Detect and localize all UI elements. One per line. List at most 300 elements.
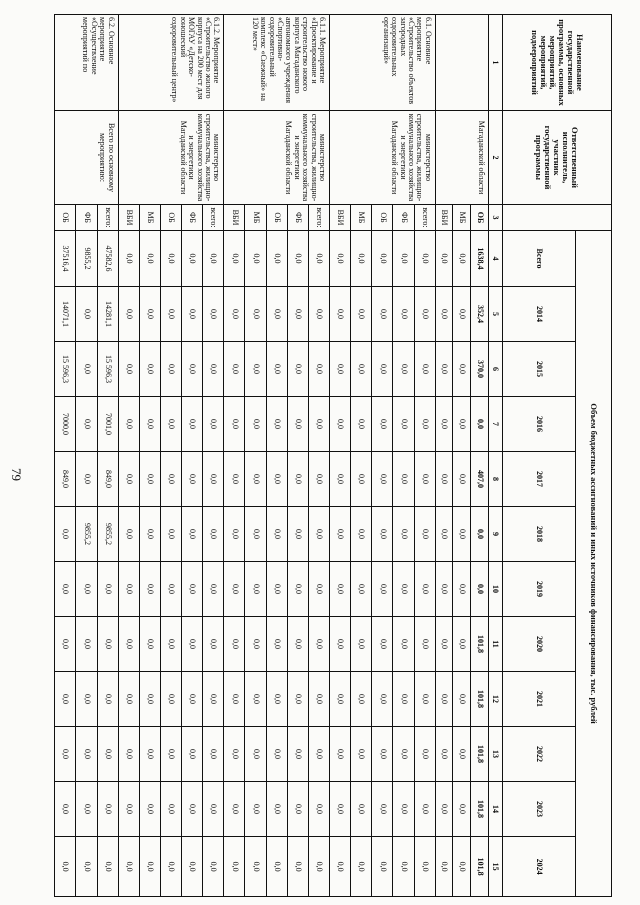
group-name: 6.1. Основное мероприятие «Строительство объектов загородных оздоровительных организаций» [330,15,436,111]
value-cell: 0,0 [118,837,139,897]
value-cell: 101,8 [471,782,489,837]
value-cell: 0,0 [393,782,414,837]
value-cell: 0,0 [372,837,393,897]
value-cell: 0,0 [224,617,245,672]
value-cell: 0,0 [160,727,181,782]
value-cell: 0,0 [203,342,224,397]
value-cell: 0,0 [435,507,453,562]
column-number: 3 [488,205,502,231]
value-cell: 0,0 [203,617,224,672]
data-row [471,15,489,897]
value-cell: 0,0 [160,507,181,562]
value-cell: 47582,6 [97,231,118,287]
value-cell: 0,0 [453,397,471,452]
value-cell: 0,0 [414,231,435,287]
value-cell: 0,0 [435,672,453,727]
value-cell: 0,0 [97,782,118,837]
value-cell: 0,0 [266,617,287,672]
value-cell: 0,0 [224,397,245,452]
value-cell: 101,8 [471,837,489,897]
group-name: 6.1.1. Мероприятие «Проектирование и строительство нового корпуса Магаданского автономного учреждения «Спортивно-оздоровительный комплекс «Снежный» на 120 мест» [224,15,330,111]
value-cell: 0,0 [372,562,393,617]
column-number: 5 [488,287,502,342]
value-cell: 0,0 [330,672,351,727]
value-cell: 0,0 [182,342,203,397]
value-cell: 370,0 [471,342,489,397]
value-cell: 0,0 [435,837,453,897]
value-cell: 0,0 [351,727,372,782]
header-year-2022: 2022 [502,727,576,782]
source-cell: ВБИ [435,205,453,231]
column-number: 6 [488,342,502,397]
value-cell: 0,0 [118,562,139,617]
value-cell: 0,0 [55,837,76,897]
header-row-1 [576,15,612,897]
value-cell: 0,0 [182,617,203,672]
value-cell: 0,0 [76,727,97,782]
value-cell: 0,0 [139,617,160,672]
value-cell: 0,0 [97,562,118,617]
value-cell: 0,0 [118,617,139,672]
column-number: 8 [488,452,502,507]
value-cell: 0,0 [372,452,393,507]
value-cell: 0,0 [435,782,453,837]
value-cell: 0,0 [245,507,266,562]
value-cell: 0,0 [182,727,203,782]
header-year-2020: 2020 [502,617,576,672]
value-cell: 0,0 [203,727,224,782]
page-number: 79 [9,468,24,481]
value-cell: 0,0 [182,452,203,507]
value-cell: 0,0 [76,562,97,617]
value-cell: 0,0 [372,672,393,727]
value-cell: 0,0 [224,672,245,727]
value-cell: 0,0 [372,342,393,397]
value-cell: 0,0 [351,562,372,617]
value-cell: 0,0 [203,231,224,287]
value-cell: 0,0 [393,562,414,617]
column-number: 12 [488,672,502,727]
table-body [55,15,612,897]
value-cell: 0,0 [372,231,393,287]
value-cell: 0,0 [97,617,118,672]
value-cell: 7001,0 [97,397,118,452]
value-cell: 0,0 [453,562,471,617]
value-cell: 0,0 [160,562,181,617]
value-cell: 0,0 [372,287,393,342]
value-cell: 0,0 [330,342,351,397]
value-cell: 0,0 [160,342,181,397]
value-cell: 0,0 [393,231,414,287]
header-year-2024: 2024 [502,837,576,897]
column-number: 1 [488,15,502,111]
group-executor: Магаданской области [435,111,488,205]
value-cell: 0,0 [245,231,266,287]
value-cell: 0,0 [266,782,287,837]
value-cell: 0,0 [453,837,471,897]
value-cell: 101,8 [471,727,489,782]
value-cell: 0,0 [414,672,435,727]
value-cell: 0,0 [55,727,76,782]
value-cell: 0,0 [287,837,308,897]
value-cell: 0,0 [393,397,414,452]
value-cell: 0,0 [160,782,181,837]
group-executor: министерство строительства, жилищно-коммунального хозяйства и энергетики Магаданской области [330,111,436,205]
column-number: 15 [488,837,502,897]
value-cell: 0,0 [351,452,372,507]
column-numbers-row [488,15,502,897]
source-cell: ОБ [471,205,489,231]
value-cell: 15 596,3 [97,342,118,397]
value-cell: 0,0 [453,231,471,287]
group-name: 6.1.2. Мероприятие «Строительство жилого корпуса на 200 мест для МОГАУ «Детско-юношеский оздоровительный центр» [118,15,224,111]
column-number: 2 [488,111,502,205]
source-cell: ОБ [55,205,76,231]
value-cell: 0,0 [287,287,308,342]
value-cell: 0,0 [182,837,203,897]
value-cell: 0,0 [266,287,287,342]
source-cell: ОБ [372,205,393,231]
value-cell: 0,0 [435,727,453,782]
value-cell: 0,0 [308,562,329,617]
column-number: 7 [488,397,502,452]
value-cell: 0,0 [414,617,435,672]
value-cell: 0,0 [182,672,203,727]
value-cell: 0,0 [266,342,287,397]
header-year-2018: 2018 [502,507,576,562]
value-cell: 0,0 [139,452,160,507]
data-row [414,15,435,897]
value-cell: 0,0 [453,507,471,562]
value-cell: 0,0 [308,397,329,452]
value-cell: 14281,1 [97,287,118,342]
value-cell: 0,0 [224,231,245,287]
value-cell: 0,0 [224,782,245,837]
value-cell: 0,0 [414,397,435,452]
value-cell: 15 596,3 [55,342,76,397]
value-cell: 0,0 [245,287,266,342]
value-cell: 0,0 [287,231,308,287]
value-cell: 0,0 [471,397,489,452]
value-cell: 0,0 [435,397,453,452]
value-cell: 0,0 [330,231,351,287]
value-cell: 0,0 [372,397,393,452]
value-cell: 0,0 [330,782,351,837]
value-cell: 0,0 [76,397,97,452]
value-cell: 0,0 [471,507,489,562]
value-cell: 0,0 [224,837,245,897]
value-cell: 0,0 [351,287,372,342]
value-cell: 0,0 [97,837,118,897]
source-cell: всего: [308,205,329,231]
value-cell: 0,0 [118,782,139,837]
value-cell: 0,0 [393,342,414,397]
value-cell: 849,0 [55,452,76,507]
column-number: 14 [488,782,502,837]
value-cell: 0,0 [76,672,97,727]
column-number: 13 [488,727,502,782]
value-cell: 0,0 [76,837,97,897]
value-cell: 0,0 [453,617,471,672]
source-cell: МБ [245,205,266,231]
value-cell: 0,0 [330,837,351,897]
value-cell: 0,0 [76,782,97,837]
source-cell: ВБИ [330,205,351,231]
value-cell: 0,0 [203,397,224,452]
value-cell: 0,0 [118,672,139,727]
header-year-2017: 2017 [502,452,576,507]
value-cell: 0,0 [76,452,97,507]
source-cell: МБ [351,205,372,231]
value-cell: 0,0 [287,452,308,507]
value-cell: 0,0 [160,231,181,287]
value-cell: 0,0 [287,562,308,617]
value-cell: 0,0 [308,672,329,727]
value-cell: 0,0 [287,342,308,397]
value-cell: 0,0 [393,287,414,342]
column-number: 11 [488,617,502,672]
value-cell: 0,0 [330,507,351,562]
value-cell: 407,0 [471,452,489,507]
value-cell: 352,4 [471,287,489,342]
value-cell: 1638,4 [471,231,489,287]
value-cell: 9855,2 [76,507,97,562]
value-cell: 0,0 [224,507,245,562]
value-cell: 0,0 [330,727,351,782]
column-number: 10 [488,562,502,617]
value-cell: 0,0 [308,837,329,897]
funding-table [54,14,612,897]
value-cell: 0,0 [160,837,181,897]
value-cell: 0,0 [224,342,245,397]
source-cell: ОБ [160,205,181,231]
value-cell: 0,0 [351,837,372,897]
value-cell: 0,0 [308,231,329,287]
value-cell: 7000,0 [55,397,76,452]
value-cell: 0,0 [435,287,453,342]
value-cell: 0,0 [435,562,453,617]
value-cell: 0,0 [351,397,372,452]
value-cell: 0,0 [139,287,160,342]
value-cell: 0,0 [245,837,266,897]
value-cell: 0,0 [139,342,160,397]
value-cell: 0,0 [97,672,118,727]
value-cell: 0,0 [372,617,393,672]
value-cell: 0,0 [287,397,308,452]
value-cell: 0,0 [372,507,393,562]
value-cell: 37516,4 [55,231,76,287]
value-cell: 0,0 [118,452,139,507]
data-row [203,15,224,897]
value-cell: 0,0 [266,507,287,562]
value-cell: 0,0 [372,782,393,837]
value-cell: 0,0 [266,397,287,452]
value-cell: 0,0 [118,231,139,287]
value-cell: 0,0 [287,507,308,562]
header-source [502,205,611,231]
value-cell: 0,0 [245,397,266,452]
value-cell: 0,0 [139,727,160,782]
value-cell: 0,0 [139,231,160,287]
value-cell: 0,0 [308,452,329,507]
value-cell: 0,0 [351,672,372,727]
value-cell: 14071,1 [55,287,76,342]
rotated-table-wrapper [54,14,612,896]
value-cell: 0,0 [203,507,224,562]
value-cell: 0,0 [139,507,160,562]
value-cell: 0,0 [118,507,139,562]
value-cell: 0,0 [118,287,139,342]
value-cell: 0,0 [224,287,245,342]
value-cell: 0,0 [139,672,160,727]
value-cell: 0,0 [414,782,435,837]
value-cell: 0,0 [330,452,351,507]
group-executor: министерство строительства, жилищно-коммунального хозяйства и энергетики Магаданской области [118,111,224,205]
source-cell: МБ [453,205,471,231]
value-cell: 0,0 [245,782,266,837]
value-cell: 0,0 [330,287,351,342]
value-cell: 9855,2 [76,231,97,287]
value-cell: 9855,2 [97,507,118,562]
value-cell: 0,0 [308,287,329,342]
value-cell: 0,0 [245,617,266,672]
value-cell: 0,0 [414,342,435,397]
group-name: 6.2. Основное мероприятие «Осуществление мероприятий по [55,15,119,111]
value-cell: 0,0 [308,507,329,562]
value-cell: 0,0 [160,617,181,672]
value-cell: 0,0 [182,231,203,287]
value-cell: 0,0 [55,562,76,617]
value-cell: 0,0 [224,452,245,507]
source-cell: ВБИ [224,205,245,231]
value-cell: 0,0 [245,562,266,617]
value-cell: 0,0 [393,727,414,782]
value-cell: 0,0 [330,397,351,452]
value-cell: 0,0 [308,727,329,782]
value-cell: 0,0 [414,837,435,897]
value-cell: 0,0 [453,782,471,837]
value-cell: 0,0 [287,727,308,782]
value-cell: 0,0 [435,452,453,507]
header-funding: Объем бюджетных ассигнований и иных источников финансирования, тыс. рублей [576,231,612,897]
group-executor: министерство строительства, жилищно-коммунального хозяйства и энергетики Магаданской области [224,111,330,205]
value-cell: 0,0 [308,617,329,672]
value-cell: 0,0 [245,452,266,507]
header-year-2016: 2016 [502,397,576,452]
value-cell: 0,0 [351,507,372,562]
header-year-2021: 2021 [502,672,576,727]
source-cell: ФБ [182,205,203,231]
group-executor: Всего по основному мероприятию: [55,111,119,205]
value-cell: 101,8 [471,617,489,672]
value-cell: 0,0 [351,231,372,287]
value-cell: 0,0 [182,287,203,342]
value-cell: 0,0 [453,727,471,782]
value-cell: 0,0 [308,782,329,837]
value-cell: 0,0 [453,672,471,727]
value-cell: 0,0 [393,452,414,507]
data-row [308,15,329,897]
header-total: Всего [502,231,576,287]
source-cell: всего: [97,205,118,231]
value-cell: 0,0 [224,727,245,782]
source-cell: всего: [414,205,435,231]
value-cell: 0,0 [55,617,76,672]
value-cell: 0,0 [139,782,160,837]
value-cell: 0,0 [453,287,471,342]
value-cell: 0,0 [393,672,414,727]
value-cell: 0,0 [139,837,160,897]
value-cell: 0,0 [203,837,224,897]
value-cell: 849,0 [97,452,118,507]
header-name: Наименование государственной программы, основных мероприятий, мероприятий, подмероприятий [502,15,611,111]
value-cell: 0,0 [139,397,160,452]
value-cell: 0,0 [453,452,471,507]
value-cell: 0,0 [118,397,139,452]
value-cell: 0,0 [351,782,372,837]
value-cell: 0,0 [76,287,97,342]
source-cell: всего: [203,205,224,231]
source-cell: ОБ [266,205,287,231]
value-cell: 0,0 [414,507,435,562]
value-cell: 0,0 [393,837,414,897]
value-cell: 0,0 [118,727,139,782]
value-cell: 0,0 [287,782,308,837]
value-cell: 0,0 [76,617,97,672]
value-cell: 0,0 [203,452,224,507]
value-cell: 0,0 [139,562,160,617]
value-cell: 0,0 [266,672,287,727]
value-cell: 101,8 [471,672,489,727]
header-year-2019: 2019 [502,562,576,617]
value-cell: 0,0 [245,672,266,727]
column-number: 4 [488,231,502,287]
value-cell: 0,0 [55,672,76,727]
value-cell: 0,0 [76,342,97,397]
value-cell: 0,0 [160,452,181,507]
value-cell: 0,0 [266,231,287,287]
value-cell: 0,0 [393,507,414,562]
value-cell: 0,0 [266,452,287,507]
value-cell: 0,0 [266,837,287,897]
value-cell: 0,0 [287,672,308,727]
source-cell: ФБ [76,205,97,231]
value-cell: 0,0 [330,562,351,617]
value-cell: 0,0 [266,562,287,617]
source-cell: ВБИ [118,205,139,231]
value-cell: 0,0 [435,342,453,397]
header-year-2023: 2023 [502,782,576,837]
value-cell: 0,0 [97,727,118,782]
value-cell: 0,0 [160,672,181,727]
value-cell: 0,0 [372,727,393,782]
value-cell: 0,0 [203,562,224,617]
value-cell: 0,0 [330,617,351,672]
value-cell: 0,0 [393,617,414,672]
value-cell: 0,0 [453,342,471,397]
value-cell: 0,0 [160,287,181,342]
value-cell: 0,0 [182,397,203,452]
column-number: 9 [488,507,502,562]
value-cell: 0,0 [287,617,308,672]
value-cell: 0,0 [471,562,489,617]
header-year-2015: 2015 [502,342,576,397]
source-cell: ФБ [393,205,414,231]
value-cell: 0,0 [203,287,224,342]
value-cell: 0,0 [245,727,266,782]
header-year-2014: 2014 [502,287,576,342]
value-cell: 0,0 [203,672,224,727]
